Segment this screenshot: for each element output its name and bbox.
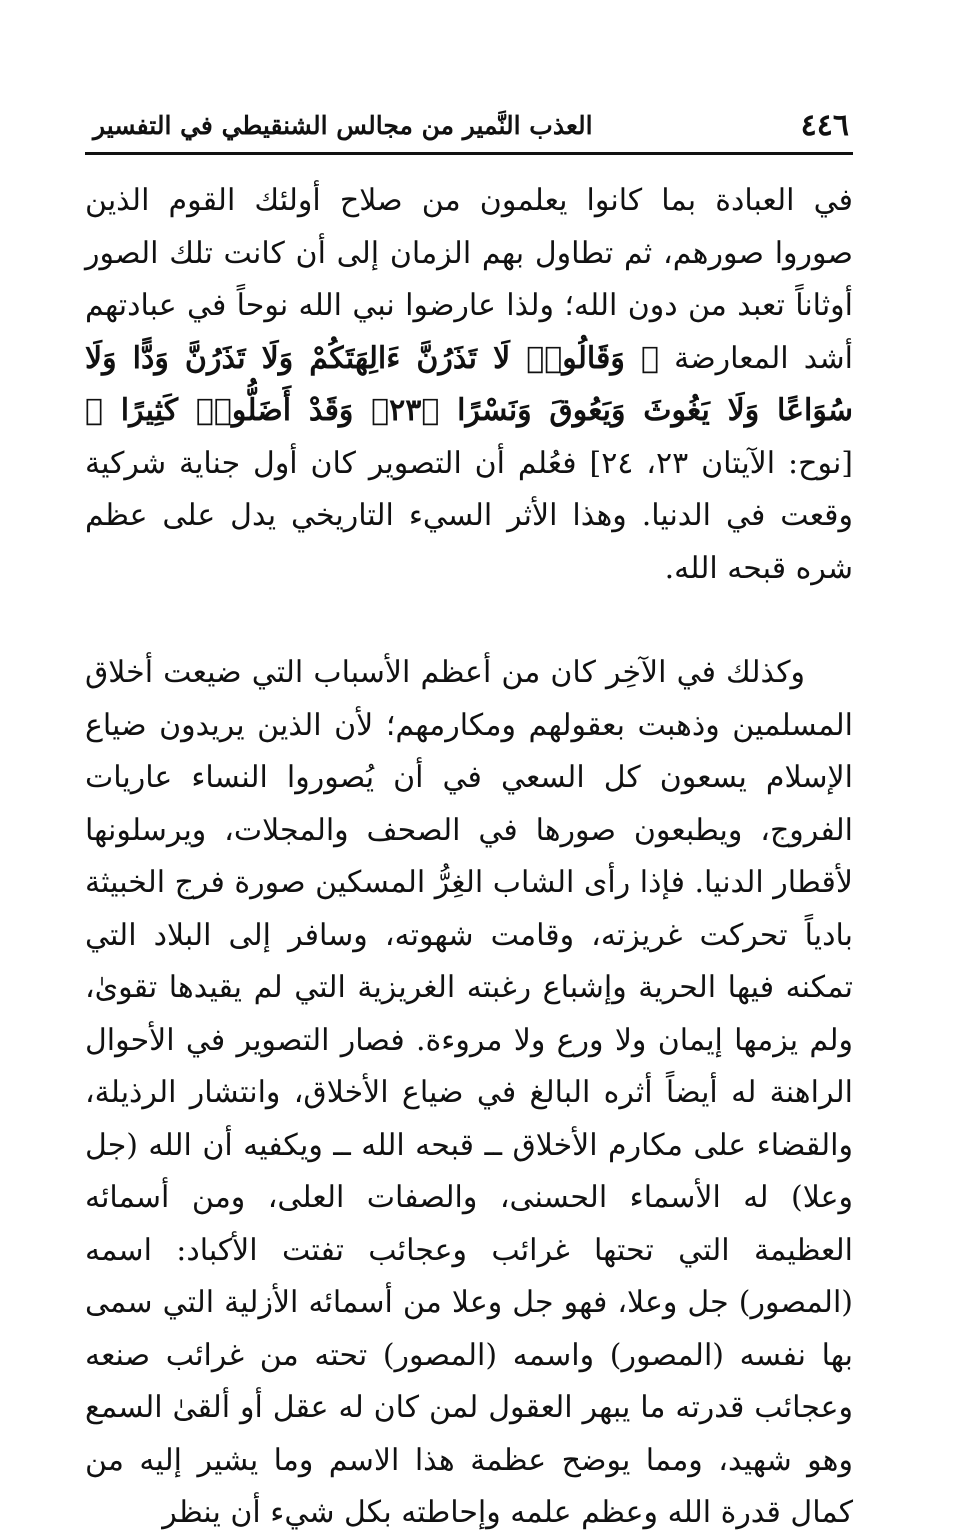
- page-body: [85, 175, 853, 1540]
- quran-verse: ﴿ وَقَالُوا۟ لَا تَذَرُنَّ ءَالِهَتَكُمْ وَلَا تَذَرُنَّ وَدًّا وَلَا سُوَاعًا وَلَا يَغُوثَ وَيَعُوقَ وَنَسْرًا ﴿٢٣﴾ وَقَدْ أَضَلُّوا۟ كَثِيرًا ﴾: [85, 340, 853, 428]
- running-header: [85, 106, 853, 146]
- book-page: [85, 0, 854, 1530]
- paragraph-1-text-b: [نوح: الآيتان ٢٣، ٢٤] فعُلم أن التصوير كان أول جناية شركية وقعت في الدنيا. وهذا الأثر السيء التاريخي يدل على عظم شره قبحه الله.: [85, 445, 854, 586]
- header-divider: [85, 152, 853, 155]
- book-title: العذب النَّمير من مجالس الشنقيطي في التفسير: [93, 111, 593, 140]
- paragraph-2: وكذلك في الآخِر كان من أعظم الأسباب التي ضيعت أخلاق المسلمين وذهبت بعقولهم ومكارمهم؛ لأن الذين يريدون ضياع الإسلام يسعون كل السعي في أن يُصوروا النساء عاريات الفروج، ويطبعون صورها في الصحف والمجلات، ويرسلونها لأقطار الدنيا. فإذا رأى الشاب الغِرُّ المسكين صورة فرج الخبيثة بادياً تحركت غريزته، وقامت شهوته، وسافر إلى البلاد التي تمكنه فيها الحرية وإشباع رغبته الغريزية التي لم يقيدها تقوىٰ، ولم يزمها إيمان ولا ورع ولا مروءة. فصار التصوير في الأحوال الراهنة له أيضاً أثره البالغ في ضياع الأخلاق، وانتشار الرذيلة، والقضاء على مكارم الأخلاق ــ قبحه الله ــ ويكفيه أن الله (جل وعلا) له الأسماء الحسنى، والصفات العلى، ومن أسمائه العظيمة التي تحتها غرائب وعجائب تفتت الأكباد: اسمه (المصور) جل وعلا، فهو جل وعلا من أسمائه الأزلية التي سمى بها نفسه (المصور) واسمه (المصور) تحته من غرائب صنعه وعجائب قدرته ما يبهر العقول لمن كان له عقل أو ألقىٰ السمع وهو شهيد، ومما يوضح عظمة هذا الاسم وما يشير إليه من كمال قدرة الله وعظم علمه وإحاطته بكل شيء أن ينظر: [85, 655, 853, 1530]
- page-number: ٤٤٦: [800, 108, 849, 143]
- paragraph-1: [85, 175, 853, 595]
- paragraph-1-text-a: في العبادة بما كانوا يعلمون من صلاح أولئك القوم الذين صوروا صورهم، ثم تطاول بهم الزمان إلى أن كانت تلك الصور أوثاناً تعبد من دون الله؛ ولذا عارضوا نبي الله نوحاً في عبادتهم أشد المعارضة: [85, 183, 853, 376]
